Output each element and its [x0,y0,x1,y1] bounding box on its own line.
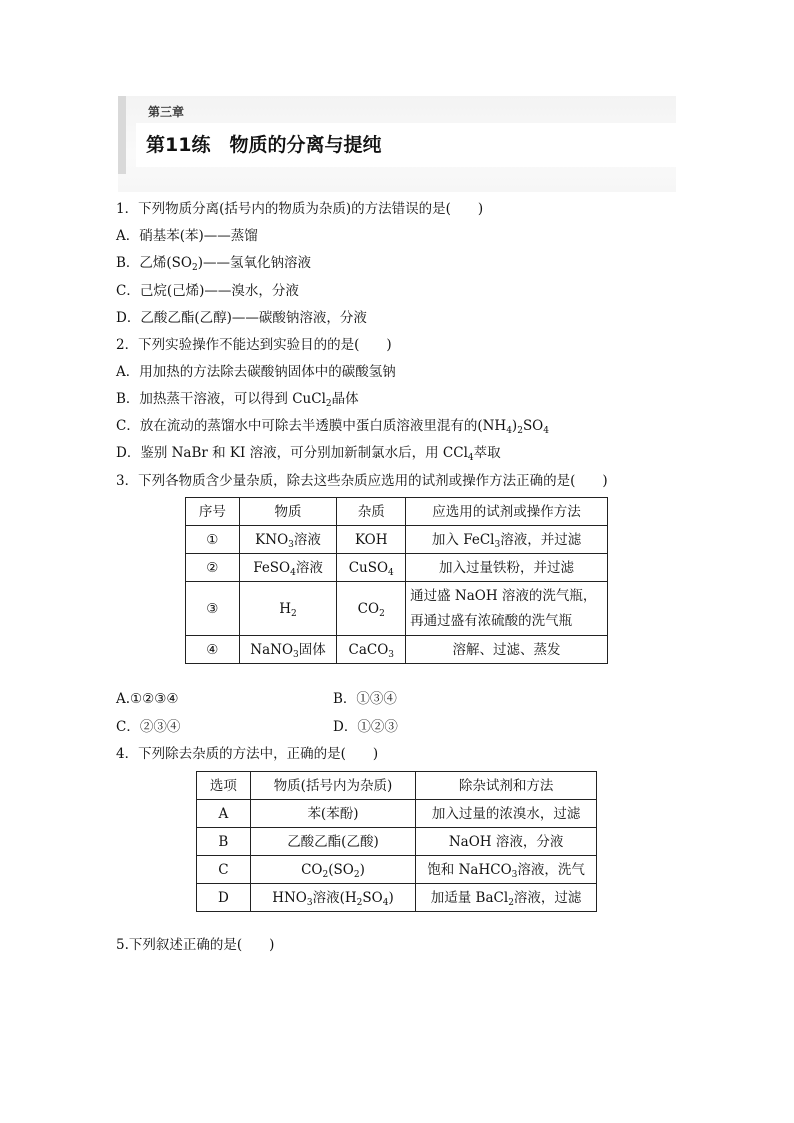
table-header-cell: 杂质 [337,498,406,526]
chapter-label: 第三章 [148,105,185,119]
table-cell: ③ [186,582,240,636]
table-cell: NaOH 溶液，分液 [416,828,597,856]
table-cell: B [197,828,251,856]
table-cell: C [197,856,251,884]
question-3-table [185,497,608,664]
table-cell: 加入 FeCl$_3$溶液，并过滤 [406,526,608,554]
table-cell: KOH [337,526,406,554]
question-4-stem: 4．下列除去杂质的方法中，正确的是( ) [116,746,379,762]
table-header-cell: 物质(括号内为杂质) [250,772,415,800]
question-1-option-a: A．硝基苯(苯)——蒸馏 [116,228,258,244]
table-cell: CaCO$_3$ [337,636,406,664]
table-cell: $H_2$ [239,582,337,636]
table-row [197,856,597,884]
table-cell: $KNO_3$溶液 [239,526,337,554]
table-cell: 加适量 BaCl$_2$溶液，过滤 [416,884,597,912]
table-header-cell: 物质 [239,498,337,526]
table-header-cell: 序号 [186,498,240,526]
question-3-option-b: B．①③④ [333,691,397,707]
table-header-cell: 应选用的试剂或操作方法 [406,498,608,526]
question-1-option-d: D．乙酸乙酯(乙醇)——碳酸钠溶液，分液 [116,310,367,326]
question-2-option-c: C．放在流动的蒸馏水中可除去半透膜中蛋白质溶液里混有的$(NH_4)_2SO_4$ [116,418,549,436]
table-cell: A [197,800,251,828]
table-header-row [186,498,608,526]
question-2-option-b: B．加热蒸干溶液，可以得到 CuCl$_2$晶体 [116,391,359,409]
table-cell: 通过盛 NaOH 溶液的洗气瓶， 再通过盛有浓硫酸的洗气瓶 [406,582,608,636]
table-row [186,526,608,554]
table-cell: 苯(苯酚) [250,800,415,828]
table-cell: $HNO_3$溶液$(H_2SO_4)$ [250,884,415,912]
question-3-stem: 3．下列各物质含少量杂质，除去这些杂质应选用的试剂或操作方法正确的是( ) [116,473,608,489]
question-4-table [196,771,597,912]
question-1-stem: 1．下列物质分离(括号内的物质为杂质)的方法错误的是( ) [116,201,484,217]
question-2-option-d: D．鉴别 NaBr 和 KI 溶液，可分别加新制氯水后，用 CCl$_4$萃取 [116,445,501,463]
table-cell: ④ [186,636,240,664]
table-cell: 饱和 NaHCO$_3$溶液，洗气 [416,856,597,884]
table-cell: 加入过量铁粉，并过滤 [406,554,608,582]
table-cell: $CO_2(SO_2)$ [250,856,415,884]
question-2-option-a: A．用加热的方法除去碳酸钠固体中的碳酸氢钠 [116,364,396,380]
table-cell: 加入过量的浓溴水，过滤 [416,800,597,828]
table-cell: ① [186,526,240,554]
table-row [197,828,597,856]
table-header-row [197,772,597,800]
table-cell: FeSO$_4$溶液 [239,554,337,582]
table-cell: 乙酸乙酯(乙酸) [250,828,415,856]
table-cell: CuSO$_4$ [337,554,406,582]
question-3-option-a: A.①②③④ [116,691,179,707]
question-3-option-d: D．①②③ [333,719,398,735]
table-row [186,636,608,664]
question-3-option-c: C．②③④ [116,719,181,735]
question-2-stem: 2．下列实验操作不能达到实验目的的是( ) [116,337,392,353]
table-row [186,582,608,636]
table-cell: ② [186,554,240,582]
table-row [197,884,597,912]
question-1-option-b: B．乙烯$(SO_2)——$氢氧化钠溶液 [116,255,312,273]
table-header-cell: 除杂试剂和方法 [416,772,597,800]
table-row [197,800,597,828]
chapter-banner [118,96,676,192]
question-1-option-c: C．己烷(己烯)——溴水，分液 [116,283,299,299]
page-title: 第11练 物质的分离与提纯 [146,134,382,156]
question-5-stem: 5.下列叙述正确的是( ) [116,937,275,953]
table-cell: D [197,884,251,912]
table-cell: 溶解、过滤、蒸发 [406,636,608,664]
table-cell: NaNO$_3$固体 [239,636,337,664]
table-cell: $CO_2$ [337,582,406,636]
banner-accent-bar [118,96,126,174]
table-row [186,554,608,582]
table-header-cell: 选项 [197,772,251,800]
